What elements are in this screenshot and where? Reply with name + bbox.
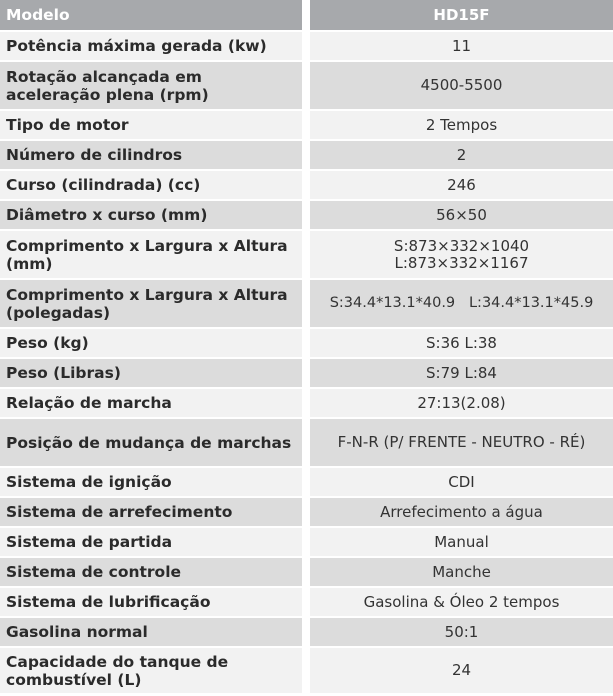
row-label: Peso (kg): [0, 329, 302, 357]
row-label: Peso (Libras): [0, 359, 302, 387]
row-label: Comprimento x Largura x Altura (mm): [0, 231, 302, 278]
row-value: S:34.4*13.1*40.9 L:34.4*13.1*45.9: [310, 280, 613, 327]
row-label: Número de cilindros: [0, 141, 302, 169]
table-row: [0, 231, 613, 278]
table-row: [0, 528, 613, 556]
table-row: [0, 588, 613, 616]
row-value: CDI: [310, 468, 613, 496]
table-row: [0, 359, 613, 387]
table-row: [0, 111, 613, 139]
row-value: 24: [310, 648, 613, 693]
row-label: Sistema de controle: [0, 558, 302, 586]
table-row: [0, 141, 613, 169]
table-row: [0, 498, 613, 526]
table-row: [0, 389, 613, 417]
table-row: [0, 648, 613, 693]
table-row: [0, 329, 613, 357]
row-label: Sistema de partida: [0, 528, 302, 556]
row-value: 56×50: [310, 201, 613, 229]
table-row: [0, 468, 613, 496]
row-label: Relação de marcha: [0, 389, 302, 417]
row-value: S:36 L:38: [310, 329, 613, 357]
row-value: S:873×332×1040 L:873×332×1167: [310, 231, 613, 278]
table-row: [0, 171, 613, 199]
row-label: Rotação alcançada em aceleração plena (rpm): [0, 62, 302, 109]
row-label: Curso (cilindrada) (cc): [0, 171, 302, 199]
row-label: Diâmetro x curso (mm): [0, 201, 302, 229]
row-label: Capacidade do tanque de combustível (L): [0, 648, 302, 693]
row-value: Manche: [310, 558, 613, 586]
table-row: [0, 201, 613, 229]
table-row: [0, 32, 613, 60]
row-label: Posição de mudança de marchas: [0, 419, 302, 466]
row-value: 50:1: [310, 618, 613, 646]
row-value: 11: [310, 32, 613, 60]
row-value: 246: [310, 171, 613, 199]
table-row: [0, 419, 613, 466]
header-value: HD15F: [310, 0, 613, 30]
row-value: S:79 L:84: [310, 359, 613, 387]
row-value: Manual: [310, 528, 613, 556]
row-label: Sistema de lubrificação: [0, 588, 302, 616]
row-label: Sistema de arrefecimento: [0, 498, 302, 526]
header-label: Modelo: [0, 0, 302, 30]
row-value: 27:13(2.08): [310, 389, 613, 417]
row-value: 4500-5500: [310, 62, 613, 109]
row-value: Gasolina & Óleo 2 tempos: [310, 588, 613, 616]
row-label: Potência máxima gerada (kw): [0, 32, 302, 60]
table-row: [0, 280, 613, 327]
row-value: F-N-R (P/ FRENTE - NEUTRO - RÉ): [310, 419, 613, 466]
row-value: Arrefecimento a água: [310, 498, 613, 526]
table-row: [0, 558, 613, 586]
row-value: 2: [310, 141, 613, 169]
row-label: Sistema de ignição: [0, 468, 302, 496]
row-value: 2 Tempos: [310, 111, 613, 139]
row-label: Gasolina normal: [0, 618, 302, 646]
row-label: Comprimento x Largura x Altura (polegadas): [0, 280, 302, 327]
table-header: [0, 0, 613, 30]
table-row: [0, 62, 613, 109]
table-row: [0, 618, 613, 646]
row-label: Tipo de motor: [0, 111, 302, 139]
